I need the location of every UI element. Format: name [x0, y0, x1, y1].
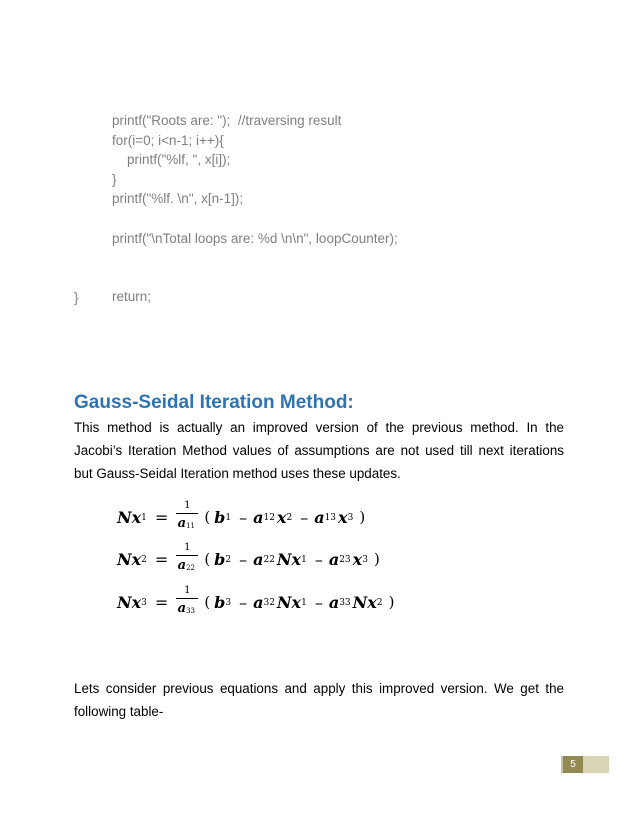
closing-paragraph: [74, 677, 564, 723]
eq-lhs: Nx: [117, 549, 142, 569]
code-block: [112, 111, 398, 307]
eq-equals: =: [154, 549, 169, 569]
equation-3: Nx 3 = $\frac{1}{a33}$ ( b 3 – a 32 Nx 1 – a 33 Nx 2 ): [117, 585, 395, 616]
section-heading: Gauss-Seidal Iteration Method:: [74, 392, 354, 413]
intro-line: This method is actually an improved version of the previous method. In the: [74, 420, 564, 435]
eq-lhs: Nx: [117, 507, 142, 527]
eq-equals: =: [154, 507, 169, 527]
code-line: printf("%lf, ", x[i]);: [112, 152, 231, 168]
eq-fraction: $\frac{1}{a11}$: [176, 500, 198, 532]
code-line: for(i=0; i<n-1; i++){: [112, 132, 224, 148]
code-line: [112, 209, 398, 229]
eq-equals: =: [154, 592, 169, 612]
equation-2: Nx 2 = $\frac{1}{a22}$ ( b 2 – a 22 Nx 1 – a 23 x 3 ): [117, 542, 380, 573]
eq-fraction: $\frac{1}{a33}$: [176, 585, 198, 617]
intro-line: but Gauss-Seidal Iteration method uses these updates.: [74, 466, 401, 481]
page-number-tab: [561, 756, 609, 773]
code-line: [112, 248, 398, 268]
eq-fraction: $\frac{1}{a22}$: [176, 542, 198, 574]
eq-lhs: Nx: [117, 592, 142, 612]
page-number: 5: [563, 756, 583, 773]
code-line: printf("\nTotal loops are: %d \n\n", loopCounter);: [112, 230, 398, 246]
closing-line: following table-: [74, 704, 164, 719]
code-line: printf("Roots are: "); //traversing result: [112, 113, 342, 128]
equation-1: Nx 1 = $\frac{1}{a11}$ ( b 1 – a 12 x 2 – a 13 x 3 ): [117, 500, 366, 531]
intro-line: Jacobi’s Iteration Method values of assumptions are not used till next iterations: [74, 443, 564, 458]
code-closing-brace: }: [74, 290, 79, 305]
code-line: [112, 268, 398, 288]
closing-line: Lets consider previous equations and apply this improved version. We get the: [74, 681, 564, 696]
code-line: printf("%lf. \n", x[n-1]);: [112, 191, 244, 207]
intro-paragraph: [74, 416, 564, 485]
code-line: return;: [112, 289, 152, 305]
code-line: }: [112, 171, 117, 187]
